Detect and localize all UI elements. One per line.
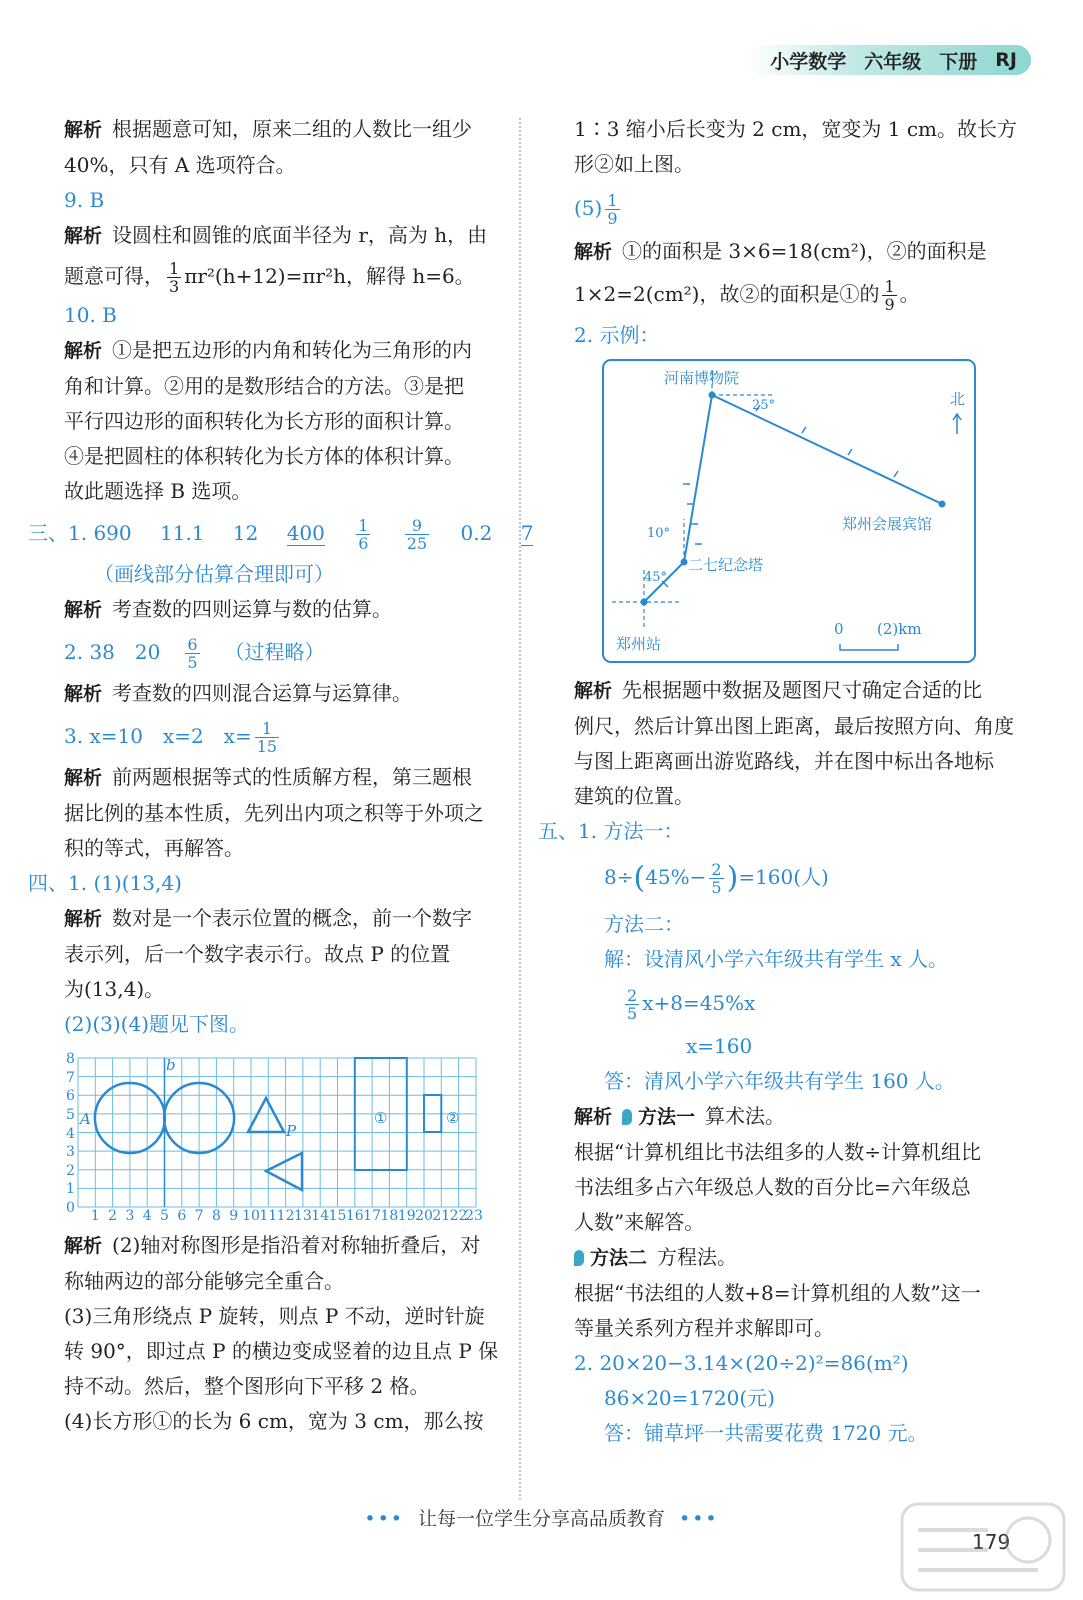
footer-slogan: 让每一位学生分享高品质教育 [417,1508,665,1530]
text-line [64,218,504,254]
text: ①的面积是 3×6=18(cm²)，②的面积是 [622,239,987,263]
tick-label: 0 [66,1200,75,1216]
method-marker-icon [574,1250,584,1266]
header-volume: 下册 [939,50,978,73]
answer: 11.1 [160,521,205,545]
text: 根据题意可知，原来二组的人数比一组少 [112,117,473,141]
map-border [603,360,975,662]
text-line: 等量关系列方程并求解即可。 [574,1315,834,1340]
tick-label: 23 [465,1208,483,1220]
numerator: 6 [187,635,198,654]
tick-label: 15 [328,1208,347,1220]
text-line [64,1228,504,1264]
label-expo: 郑州会展宾馆 [842,515,933,533]
tick-label: 12 [276,1208,295,1220]
text-line: 例尺，然后计算出图上距离，最后按照方向、角度 [574,714,1014,738]
numerator: 1 [358,516,369,535]
tick-label: 1 [66,1181,75,1197]
answer: 400 [286,521,325,545]
label-rect-1: ① [374,1109,388,1127]
y-tick-labels [66,1051,75,1216]
text-line: 平行四边形的面积转化为长方形的面积计算。 [64,409,464,433]
fraction [255,720,279,755]
text-line: 角和计算。②用的是数形结合的方法。③是把 [64,374,464,398]
tick-label: 18 [380,1208,399,1220]
answer-5 [574,182,1014,234]
label-rect-2: ② [446,1109,460,1127]
footer-dots: ••• [364,1508,404,1530]
tick-label: 22 [449,1208,468,1220]
text-line: 建筑的位置。 [574,784,694,808]
analysis-label: 解析 [64,599,103,621]
tick-label: 13 [293,1208,312,1220]
answer-9: 9. B [64,188,105,212]
tick-label: 4 [142,1208,152,1220]
text-line: 40%，只有 A 选项符合。 [64,153,296,177]
text: 方法一： [603,819,684,843]
map-labels [616,369,965,653]
text: 题意可得， [64,264,164,288]
text: 3. x=10 x=2 x= [64,724,252,748]
answer: 12 [232,521,259,545]
denominator: 5 [627,1003,638,1023]
text: x+8=45%x [642,990,756,1015]
text-line [64,112,504,148]
text: 考查数的四则混合运算与运算律。 [112,681,413,705]
text-line: 形②如上图。 [574,152,694,176]
text: 方程法。 [657,1244,738,1269]
text: 算术法。 [705,1103,786,1128]
answer: 690 [93,521,132,545]
fraction [356,517,370,552]
section-5 [538,814,1014,849]
watermark-logo-icon [898,1500,1068,1595]
numerator: 1 [169,259,180,278]
analysis-label: 解析 [574,1105,613,1128]
answer-2-line-1: 2. 20×20−3.14×(20÷2)²=86(m²) [574,1350,909,1375]
text: 先根据题中数据及题图尺寸确定合适的比 [622,678,983,702]
tick-label: 8 [66,1051,75,1067]
text: (1)(13,4) [93,871,182,895]
page-number: 179 [972,1530,1011,1554]
tick-label: 2 [66,1163,75,1179]
tick-label: 1 [90,1208,100,1220]
analysis-label: 解析 [64,1235,103,1257]
label-scale-unit: (2)km [877,620,922,638]
label-museum: 河南博物院 [664,369,740,387]
label-p: P [286,1122,297,1140]
tick-label: 2 [108,1208,118,1220]
text: （过程略） [224,640,325,664]
label-angle-station: 45° [644,570,668,585]
label-a: A [80,1110,91,1128]
analysis-label: 解析 [64,683,103,705]
answer-2 [64,628,504,676]
tick-label: 5 [66,1107,75,1123]
text-line: 根据“计算机组比书法组多的人数÷计算机组比 [574,1139,981,1164]
column-divider [519,118,521,1500]
text: 1×2=2(cm²)，故②的面积是①的 [574,282,880,306]
fraction [405,517,429,552]
text-line [574,1240,1014,1276]
answer-2-result: 答：铺草坪一共需要花费 1720 元。 [604,1420,928,1445]
fraction [605,192,619,227]
numerator: 2 [627,985,638,1005]
method-marker-icon [622,1109,632,1125]
tick-label: 16 [345,1208,364,1220]
header-bar [746,45,1031,75]
method-2-label: 方法二： [604,911,684,936]
section-4 [28,866,504,901]
text-line: 故此题选择 B 选项。 [64,479,252,503]
fraction [709,861,723,896]
tick-label: 9 [229,1208,239,1220]
numerator: 1 [255,720,279,738]
point-station [641,599,648,606]
tick-label: 11 [259,1208,278,1220]
tick-label: 7 [194,1208,204,1220]
answer-3 [64,712,504,760]
analysis-label: 解析 [64,119,103,141]
text-line: 为(13,4)。 [64,977,165,1001]
tick-label: 17 [363,1208,382,1220]
tick-label: 3 [66,1144,75,1160]
text-line [64,592,504,628]
denominator: 6 [358,534,369,553]
text-line: 与图上距离画出游览路线，并在图中标出各地标 [574,749,994,773]
text-line: 积的等式，再解答。 [64,836,244,860]
denominator: 15 [256,737,278,756]
text-line: 1×2=2(cm²)，故②的面积是①的 $\frac{1}{9}$ 。 [574,277,920,314]
text-line: ④是把圆柱的体积转化为长方体的体积计算。 [64,444,464,468]
text-line: 根据“书法组的人数+8=计算机组的人数”这一 [574,1280,981,1305]
analysis-label: 解析 [574,241,613,263]
text-line [574,1099,1014,1135]
label-station: 郑州站 [616,635,662,653]
text: 考查数的四则运算与数的估算。 [112,597,393,621]
fraction [882,278,896,313]
point-expo [939,501,946,508]
analysis-label: 解析 [574,680,613,702]
header-subject: 小学数学 [770,50,847,73]
tick-label: 7 [66,1070,75,1086]
text-line [574,234,1014,270]
tick-label: 14 [311,1208,330,1220]
triangle-transformed [266,1153,302,1190]
text-line [64,254,504,298]
tick-label: 6 [177,1208,187,1220]
text-line [64,901,504,937]
method-2-title: 方法二 [590,1246,648,1269]
text-line: (4)长方形①的长为 6 cm，宽为 3 cm，那么按 [64,1409,484,1433]
text-line: 转 90°，即过点 P 的横边变成竖着的边且点 P 保 [64,1339,499,1363]
text: ①是把五边形的内角和转化为三角形的内 [112,338,473,362]
header-grade: 六年级 [864,50,922,73]
grid-figure [58,1050,498,1220]
text: (2)轴对称图形是指沿着对称轴折叠后，对 [112,1233,481,1257]
scale-bar [840,644,898,650]
answer-10: 10. B [64,303,117,327]
tick-label: 8 [211,1208,221,1220]
text-line [574,673,1014,709]
text: 设圆柱和圆锥的底面半径为 r，高为 h，由 [112,223,488,247]
direction-guides [612,369,772,629]
left-column [28,112,534,1439]
equation-1: 8÷(45%− $\frac{2}{5}$ )=160(人) [604,860,829,897]
text: 2. 38 20 [64,640,161,664]
answer: 0.2 [460,521,493,545]
label-angle-tower: 10° [647,526,671,541]
label-tower: 二七纪念塔 [688,556,764,574]
text: 数对是一个表示位置的概念，前一个数字 [112,906,473,930]
fraction [167,260,181,295]
numerator: 2 [711,860,722,879]
analysis-label: 解析 [64,767,103,789]
tick-label: 21 [432,1208,451,1220]
text: πr²(h+12)=πr²h，解得 h=6。 [184,264,475,288]
label-north: 北 [950,390,966,408]
text: 8÷ [604,865,634,889]
point-tower [681,559,688,566]
analysis-label: 解析 [64,340,103,362]
text: =160(人) [738,865,829,889]
text-line: 人数”来解答。 [574,1209,705,1234]
text-line: 据比例的基本性质，先列出内项之积等于外项之 [64,801,484,825]
analysis-label: 解析 [64,225,103,247]
tick-label: 6 [66,1088,75,1104]
text-line: 持不动。然后，整个图形向下平移 2 格。 [64,1374,430,1398]
text-line [64,333,504,369]
section-number: 四、1. [28,871,88,895]
right-column [538,112,1018,1451]
tick-label: 10 [242,1208,260,1220]
text: 前两题根据等式的性质解方程，第三题根 [112,765,473,789]
label-b: b [166,1056,176,1074]
numerator: 9 [405,517,429,535]
fraction [185,636,199,671]
figure-note: (2)(3)(4)题见下图。 [64,1012,249,1036]
text-line: 表示列，后一个数字表示行。故点 P 的位置 [64,942,451,966]
text-line: 称轴两边的部分能够完全重合。 [64,1269,344,1293]
denominator: 5 [187,653,198,672]
route-map [602,359,982,669]
text-line [64,760,504,796]
tick-label: 19 [397,1208,416,1220]
denominator: 9 [607,209,618,228]
denominator: 3 [169,277,180,296]
footer-dots: ••• [679,1508,719,1530]
section-number: 五、1. [538,819,598,843]
answer-2-line-2: 86×20=1720(元) [604,1385,775,1410]
header-edition: RJ [995,49,1017,71]
answer: 7 [520,521,534,545]
text-line [64,676,504,712]
denominator: 5 [711,878,722,897]
north-arrow [953,414,961,434]
text: (5) [574,196,603,220]
label-scale-zero: 0 [834,620,844,638]
numerator: 1 [607,191,618,210]
text-line: 书法组多占六年级总人数的百分比=六年级总 [574,1174,971,1199]
denominator: 25 [406,534,428,553]
label-angle-museum: 25° [752,398,776,413]
answer-1: 答：清风小学六年级共有学生 160 人。 [604,1068,955,1093]
text-line: 1∶3 缩小后长变为 2 cm，宽变为 1 cm。故长方 [574,117,1018,141]
numerator: 1 [884,277,895,296]
tick-label: 4 [66,1126,75,1142]
section-3-answers [28,509,534,557]
x-tick-labels [91,1208,483,1220]
estimate-note: （画线部分估算合理即可） [94,562,334,586]
route-points [641,392,946,606]
method-1-title: 方法一 [638,1105,696,1128]
denominator: 9 [884,295,895,314]
analysis-label: 解析 [64,908,103,930]
fraction [625,987,639,1022]
tick-label: 20 [415,1208,433,1220]
equation-3: x=160 [686,1033,753,1058]
example-label: 2. 示例： [574,323,660,347]
text: 45%− [645,865,707,889]
point-museum [709,392,716,399]
equation-2 [574,977,1014,1029]
solution-setup: 解：设清风小学六年级共有学生 x 人。 [604,946,948,971]
triangle-original [248,1098,284,1132]
tick-label: 3 [125,1208,135,1220]
section-number: 三、1. [28,521,88,545]
tick-label: 5 [160,1208,169,1220]
text-line: (3)三角形绕点 P 旋转，则点 P 不动，逆时针旋 [64,1304,485,1328]
